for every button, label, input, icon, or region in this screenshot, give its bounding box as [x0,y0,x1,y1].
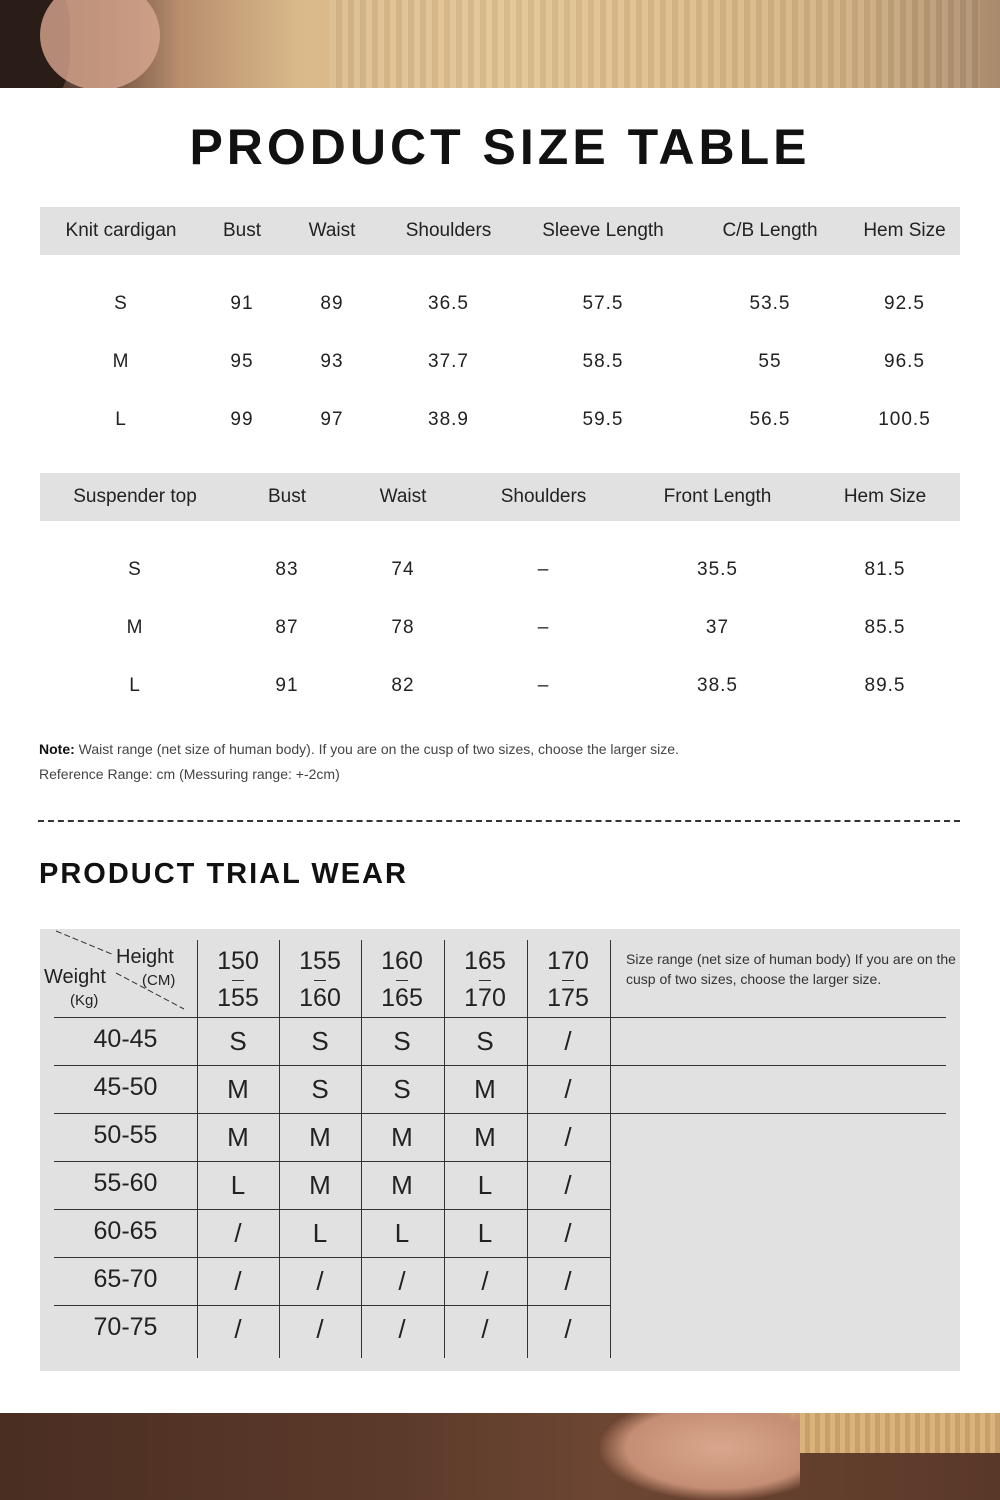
table-cell: 82 [391,675,415,696]
height-to: 165 [381,984,423,1012]
height-to: 175 [547,984,589,1012]
height-from: 150 [217,947,259,975]
table-cell: 35.5 [697,559,738,580]
bottom-photo-strip [0,1413,1000,1500]
header-cell: Sleeve Length [515,207,691,255]
table-header-row [40,207,960,255]
table-cell: 91 [230,293,254,314]
weight-range-cell: 45-50 [93,1073,158,1101]
table-cell: 53.5 [749,293,791,314]
size-range-note: Size range (net size of human body) If you are on the cusp of two sizes, choose the larger size. [626,951,956,987]
table-cell: L [129,675,141,696]
size-cell: L [230,1170,246,1200]
size-cell: / [234,1314,242,1344]
range-dash [396,980,408,981]
height-to: 170 [464,984,506,1012]
size-cell: M [309,1122,331,1152]
table-row [40,275,960,333]
header-cell: Waist [344,473,462,521]
size-cell: / [564,1026,572,1056]
page-title: PRODUCT SIZE TABLE [189,119,811,175]
table-cell: 96.5 [884,351,925,372]
weight-range-cell: 40-45 [93,1025,158,1053]
size-cell: / [564,1266,572,1296]
table-cell: S [114,293,128,314]
size-cell: S [393,1026,411,1056]
header-cell: Bust [230,473,344,521]
table-cell: 85.5 [864,617,906,638]
size-cell: / [234,1266,242,1296]
table-cell: 55 [758,351,782,372]
height-range-header [197,943,279,1017]
header-cell: Waist [282,207,382,255]
grid-line [444,940,445,1358]
height-to: 160 [299,984,341,1012]
header-cell: Knit cardigan [40,207,202,255]
weight-range-cell: 55-60 [93,1169,158,1197]
table-cell: 91 [275,675,299,696]
header-cell: Hem Size [810,473,960,521]
height-range-header [444,943,526,1017]
table-cell: 78 [391,617,415,638]
range-dash [479,980,491,981]
table-cell: S [128,559,142,580]
top-photo-strip [0,0,1000,88]
table-cell: 100.5 [878,409,931,430]
corner-header-cell [44,929,196,1017]
table-cell: 38.5 [697,675,738,696]
table-cell: 89.5 [864,675,906,696]
height-range-header [527,943,609,1017]
table-cell: 83 [275,559,299,580]
size-cell: / [564,1218,572,1248]
section-divider [38,820,960,822]
table-cell: 56.5 [749,409,791,430]
height-range-header [361,943,443,1017]
height-axis-label: Height [116,946,174,968]
header-cell: C/B Length [691,207,849,255]
size-cell: / [398,1266,406,1296]
table-cell: 95 [230,351,254,372]
header-cell: Suspender top [40,473,230,521]
height-from: 165 [464,947,506,975]
size-cell: L [312,1218,328,1248]
table-cell: 38.9 [428,409,469,430]
grid-line [361,940,362,1358]
size-cell: M [474,1122,496,1152]
table-row [40,657,960,715]
grid-line [279,940,280,1358]
header-cell: Bust [202,207,282,255]
cardigan-size-table [40,207,960,449]
table-cell: 89 [320,293,344,314]
size-cell: M [227,1122,249,1152]
table-cell: 37 [705,617,730,638]
size-cell: / [398,1314,406,1344]
size-cell: S [229,1026,247,1056]
header-cell: Shoulders [382,207,515,255]
height-from: 155 [299,947,341,975]
table-cell: – [537,675,550,696]
table-cell: L [115,409,127,430]
size-cell: L [477,1170,493,1200]
table-cell: 99 [230,409,254,430]
weight-unit-label: (Kg) [70,992,99,1009]
table-cell: – [537,559,550,580]
size-cell: / [564,1314,572,1344]
size-cell: M [391,1122,413,1152]
table-row [40,391,960,449]
table-cell: 36.5 [428,293,469,314]
size-cell: / [316,1266,324,1296]
table-cell: M [126,617,144,638]
table-cell: 58.5 [582,351,624,372]
size-cell: M [474,1074,496,1104]
size-note [39,737,679,787]
grid-line [527,940,528,1358]
suspender-size-table [40,473,960,715]
weight-axis-label: Weight [44,966,106,988]
header-cell: Hem Size [849,207,960,255]
size-cell: / [316,1314,324,1344]
table-row [40,599,960,657]
weight-range-cell: 70-75 [93,1313,158,1341]
table-header-row [40,473,960,521]
range-dash [232,980,244,981]
height-from: 170 [547,947,589,975]
size-cell: / [564,1170,572,1200]
table-cell: 92.5 [884,293,925,314]
table-cell: 37.7 [428,351,469,372]
size-cell: L [477,1218,493,1248]
header-cell: Front Length [625,473,810,521]
grid-line [610,940,611,1358]
header-cell: Shoulders [462,473,625,521]
size-cell: L [394,1218,410,1248]
size-cell: M [309,1170,331,1200]
height-range-header [279,943,361,1017]
table-cell: 93 [320,351,344,372]
range-dash [314,980,326,981]
face-shape [40,0,160,88]
hand-shape [600,1413,800,1500]
table-cell: 81.5 [864,559,906,580]
trial-wear-table [40,929,960,1371]
size-cell: S [476,1026,494,1056]
size-cell: S [393,1074,411,1104]
note-label: Note: [39,741,75,757]
size-cell: / [481,1266,489,1296]
table-cell: – [537,617,550,638]
table-row [40,333,960,391]
grid-line [54,1017,946,1018]
table-cell: M [112,351,130,372]
size-cell: / [564,1074,572,1104]
size-cell: M [227,1074,249,1104]
trial-wear-title: PRODUCT TRIAL WEAR [39,858,408,890]
note-text: Waist range (net size of human body). If you are on the cusp of two sizes, choose the larger size. [74,741,679,757]
knit-texture [330,0,980,88]
weight-range-cell: 50-55 [93,1121,158,1149]
size-cell: S [311,1026,329,1056]
grid-line [54,1113,946,1114]
size-cell: / [564,1122,572,1152]
size-cell: S [311,1074,329,1104]
size-cell: / [234,1218,242,1248]
grid-line [54,1065,946,1066]
height-to: 155 [217,984,259,1012]
size-cell: / [481,1314,489,1344]
weight-range-cell: 65-70 [93,1265,158,1293]
weight-range-cell: 60-65 [93,1217,158,1245]
table-row [40,541,960,599]
size-cell: M [391,1170,413,1200]
height-unit-label: (CM) [142,972,176,989]
range-dash [562,980,574,981]
table-cell: 59.5 [582,409,624,430]
height-from: 160 [381,947,423,975]
table-cell: 97 [320,409,344,430]
reference-range: Reference Range: cm (Messuring range: +-2cm) [39,766,340,782]
grid-line [197,940,198,1358]
table-cell: 57.5 [582,293,624,314]
table-cell: 74 [391,559,415,580]
table-cell: 87 [275,617,299,638]
